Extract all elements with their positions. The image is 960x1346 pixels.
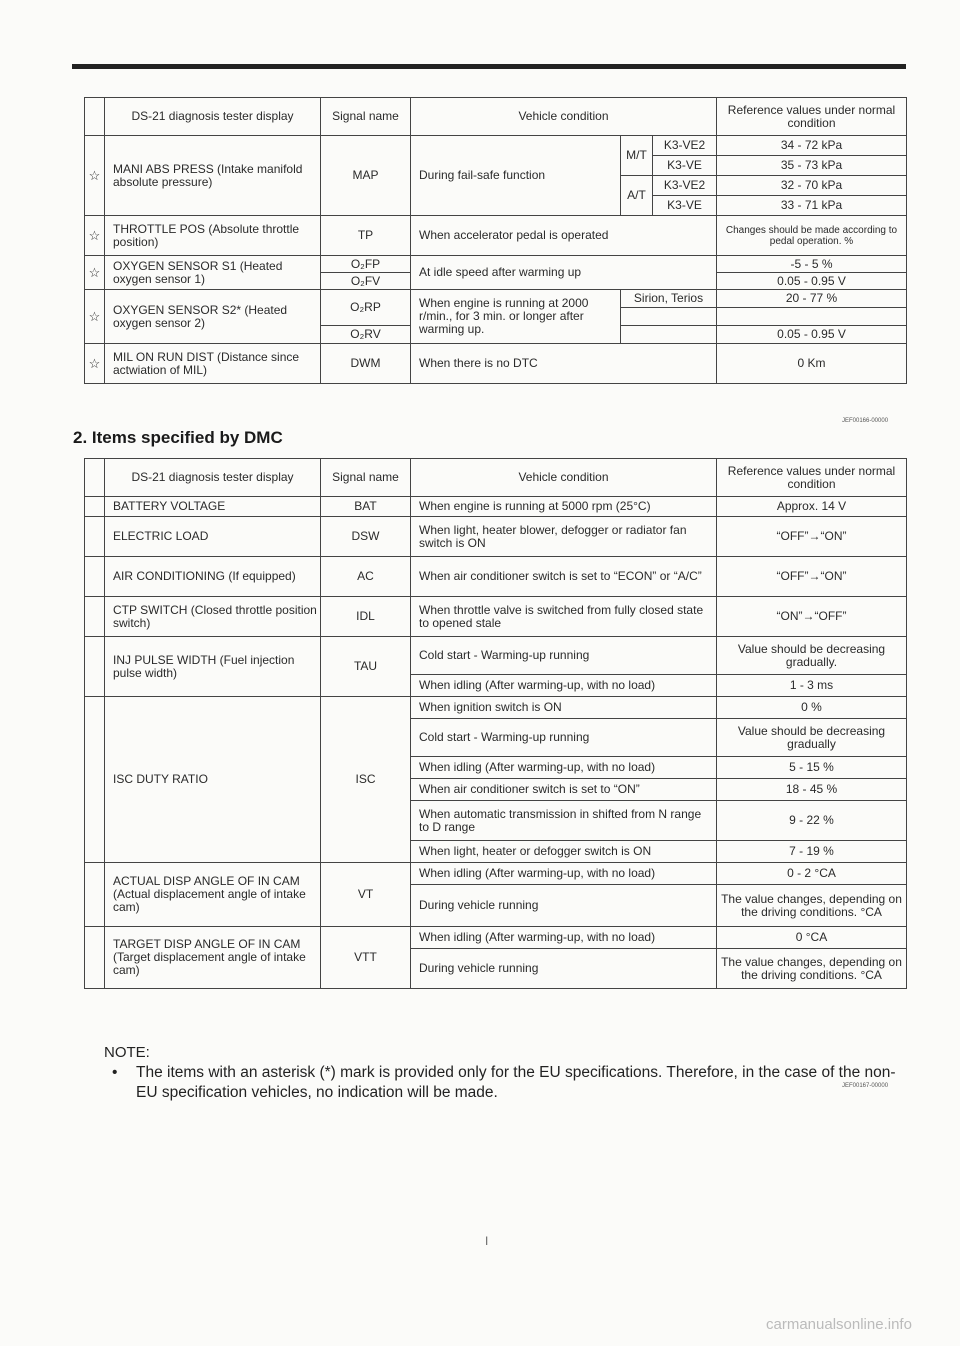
isc-reference: 0 %	[717, 697, 907, 719]
map-model: K3-VE2	[653, 136, 717, 156]
isc-condition: When light, heater or defogger switch is ON	[411, 841, 717, 863]
vt-display: ACTUAL DISP ANGLE OF IN CAM (Actual displacement angle of intake cam)	[105, 863, 321, 927]
tau-signal: TAU	[321, 637, 411, 697]
o2s1-condition: At idle speed after warming up	[411, 256, 717, 290]
dwm-display: MIL ON RUN DIST (Distance since actwiation of MIL)	[105, 344, 321, 384]
vtt-condition: During vehicle running	[411, 949, 717, 989]
bullet-icon: •	[112, 1064, 118, 1081]
map-signal: MAP	[321, 136, 411, 216]
o2s2-signal: O₂RP	[321, 290, 411, 326]
dsw-condition: When light, heater blower, defogger or radiator fan switch is ON	[411, 517, 717, 557]
map-value: 32 - 70 kPa	[717, 176, 907, 196]
note-text: The items with an asterisk (*) mark is provided only for the EU specifications. Therefore, in the case of the non-EU specification vehicles, no indication will be made.	[136, 1064, 896, 1101]
dwm-reference: 0 Km	[717, 344, 907, 384]
header-display: DS-21 diagnosis tester display	[105, 98, 321, 136]
ac-condition: When air conditioner switch is set to “ECON” or “A/C”	[411, 557, 717, 597]
isc-condition: When automatic transmission in shifted from N range to D range	[411, 801, 717, 841]
page-mark: I	[485, 1234, 489, 1248]
isc-reference: 7 - 19 %	[717, 841, 907, 863]
isc-display: ISC DUTY RATIO	[105, 697, 321, 863]
isc-condition: When idling (After warming-up, with no load)	[411, 757, 717, 779]
map-model: K3-VE	[653, 156, 717, 176]
tp-display: THROTTLE POS (Absolute throttle position)	[105, 216, 321, 256]
dwm-condition: When there is no DTC	[411, 344, 717, 384]
tau-condition: Cold start - Warming-up running	[411, 637, 717, 675]
note-body	[112, 1063, 912, 1103]
watermark: carmanualsonline.info	[766, 1316, 912, 1333]
header-reference: Reference values under normal condition	[717, 459, 907, 497]
o2s2-reference: 20 - 77 %	[717, 290, 907, 308]
vt-condition: During vehicle running	[411, 885, 717, 927]
header-display: DS-21 diagnosis tester display	[105, 459, 321, 497]
tp-reference: Changes should be made according to pedal operation. %	[717, 216, 907, 256]
map-condition: During fail-safe function	[411, 136, 621, 216]
o2s1-signal: O₂FV	[321, 273, 411, 290]
bat-reference: Approx. 14 V	[717, 497, 907, 517]
o2s2-display: OXYGEN SENSOR S2* (Heated oxygen sensor 2)	[105, 290, 321, 344]
dsw-signal: DSW	[321, 517, 411, 557]
map-display: MANI ABS PRESS (Intake manifold absolute pressure)	[105, 136, 321, 216]
ac-display: AIR CONDITIONING (If equipped)	[105, 557, 321, 597]
idl-signal: IDL	[321, 597, 411, 637]
dmc-data-table	[84, 458, 907, 989]
header-signal: Signal name	[321, 459, 411, 497]
o2s2-signal: O₂RV	[321, 326, 411, 344]
vtt-signal: VTT	[321, 927, 411, 989]
o2s1-signal: O₂FP	[321, 256, 411, 273]
map-model: K3-VE	[653, 196, 717, 216]
map-mt: M/T	[621, 136, 653, 176]
header-vehicle: Vehicle condition	[411, 98, 717, 136]
section-title: 2. Items specified by DMC	[73, 428, 283, 447]
idl-condition: When throttle valve is switched from fully closed state to opened stale	[411, 597, 717, 637]
figure-id: JEF00167-00000	[842, 1083, 889, 1089]
bat-signal: BAT	[321, 497, 411, 517]
vt-signal: VT	[321, 863, 411, 927]
idl-display: CTP SWITCH (Closed throttle position switch)	[105, 597, 321, 637]
star-mark: ☆	[85, 256, 105, 290]
isc-reference: 5 - 15 %	[717, 757, 907, 779]
star-mark: ☆	[85, 136, 105, 216]
map-value: 35 - 73 kPa	[717, 156, 907, 176]
tp-signal: TP	[321, 216, 411, 256]
isc-reference: Value should be decreasing gradually	[717, 719, 907, 757]
tp-condition: When accelerator pedal is operated	[411, 216, 717, 256]
o2s2-reference: 0.05 - 0.95 V	[717, 326, 907, 344]
tau-display: INJ PULSE WIDTH (Fuel injection pulse width)	[105, 637, 321, 697]
o2s2-model: Sirion, Terios	[621, 290, 717, 308]
map-value: 34 - 72 kPa	[717, 136, 907, 156]
dwm-signal: DWM	[321, 344, 411, 384]
isc-condition: When ignition switch is ON	[411, 697, 717, 719]
star-mark: ☆	[85, 290, 105, 344]
vtt-condition: When idling (After warming-up, with no load)	[411, 927, 717, 949]
header-reference: Reference values under normal condition	[717, 98, 907, 136]
tau-reference: 1 - 3 ms	[717, 675, 907, 697]
map-value: 33 - 71 kPa	[717, 196, 907, 216]
ac-reference: “OFF”→“ON”	[717, 557, 907, 597]
isc-signal: ISC	[321, 697, 411, 863]
top-rule	[72, 64, 906, 69]
bat-display: BATTERY VOLTAGE	[105, 497, 321, 517]
idl-reference: “ON”→“OFF”	[717, 597, 907, 637]
o2s2-condition: When engine is running at 2000 r/min., for 3 min. or longer after warming up.	[411, 290, 621, 344]
vt-condition: When idling (After warming-up, with no load)	[411, 863, 717, 885]
isc-condition: When air conditioner switch is set to “ON”	[411, 779, 717, 801]
tau-reference: Value should be decreasing gradually.	[717, 637, 907, 675]
header-signal: Signal name	[321, 98, 411, 136]
o2s1-reference: -5 - 5 %	[717, 256, 907, 273]
o2s1-display: OXYGEN SENSOR S1 (Heated oxygen sensor 1)	[105, 256, 321, 290]
tau-condition: When idling (After warming-up, with no load)	[411, 675, 717, 697]
header-vehicle: Vehicle condition	[411, 459, 717, 497]
note-title: NOTE:	[104, 1044, 150, 1061]
isc-reference: 18 - 45 %	[717, 779, 907, 801]
isc-condition: Cold start - Warming-up running	[411, 719, 717, 757]
ac-signal: AC	[321, 557, 411, 597]
o2s1-reference: 0.05 - 0.95 V	[717, 273, 907, 290]
vt-reference: The value changes, depending on the driving conditions. °CA	[717, 885, 907, 927]
bat-condition: When engine is running at 5000 rpm (25°C)	[411, 497, 717, 517]
map-at: A/T	[621, 176, 653, 216]
vtt-reference: The value changes, depending on the driving conditions. °CA	[717, 949, 907, 989]
vt-reference: 0 - 2 °CA	[717, 863, 907, 885]
star-mark: ☆	[85, 344, 105, 384]
top-data-table	[84, 97, 907, 384]
isc-reference: 9 - 22 %	[717, 801, 907, 841]
star-mark: ☆	[85, 216, 105, 256]
figure-id: JEF00166-00000	[842, 418, 889, 424]
vtt-display: TARGET DISP ANGLE OF IN CAM (Target displacement angle of intake cam)	[105, 927, 321, 989]
dsw-reference: “OFF”→“ON”	[717, 517, 907, 557]
vtt-reference: 0 °CA	[717, 927, 907, 949]
dsw-display: ELECTRIC LOAD	[105, 517, 321, 557]
map-model: K3-VE2	[653, 176, 717, 196]
